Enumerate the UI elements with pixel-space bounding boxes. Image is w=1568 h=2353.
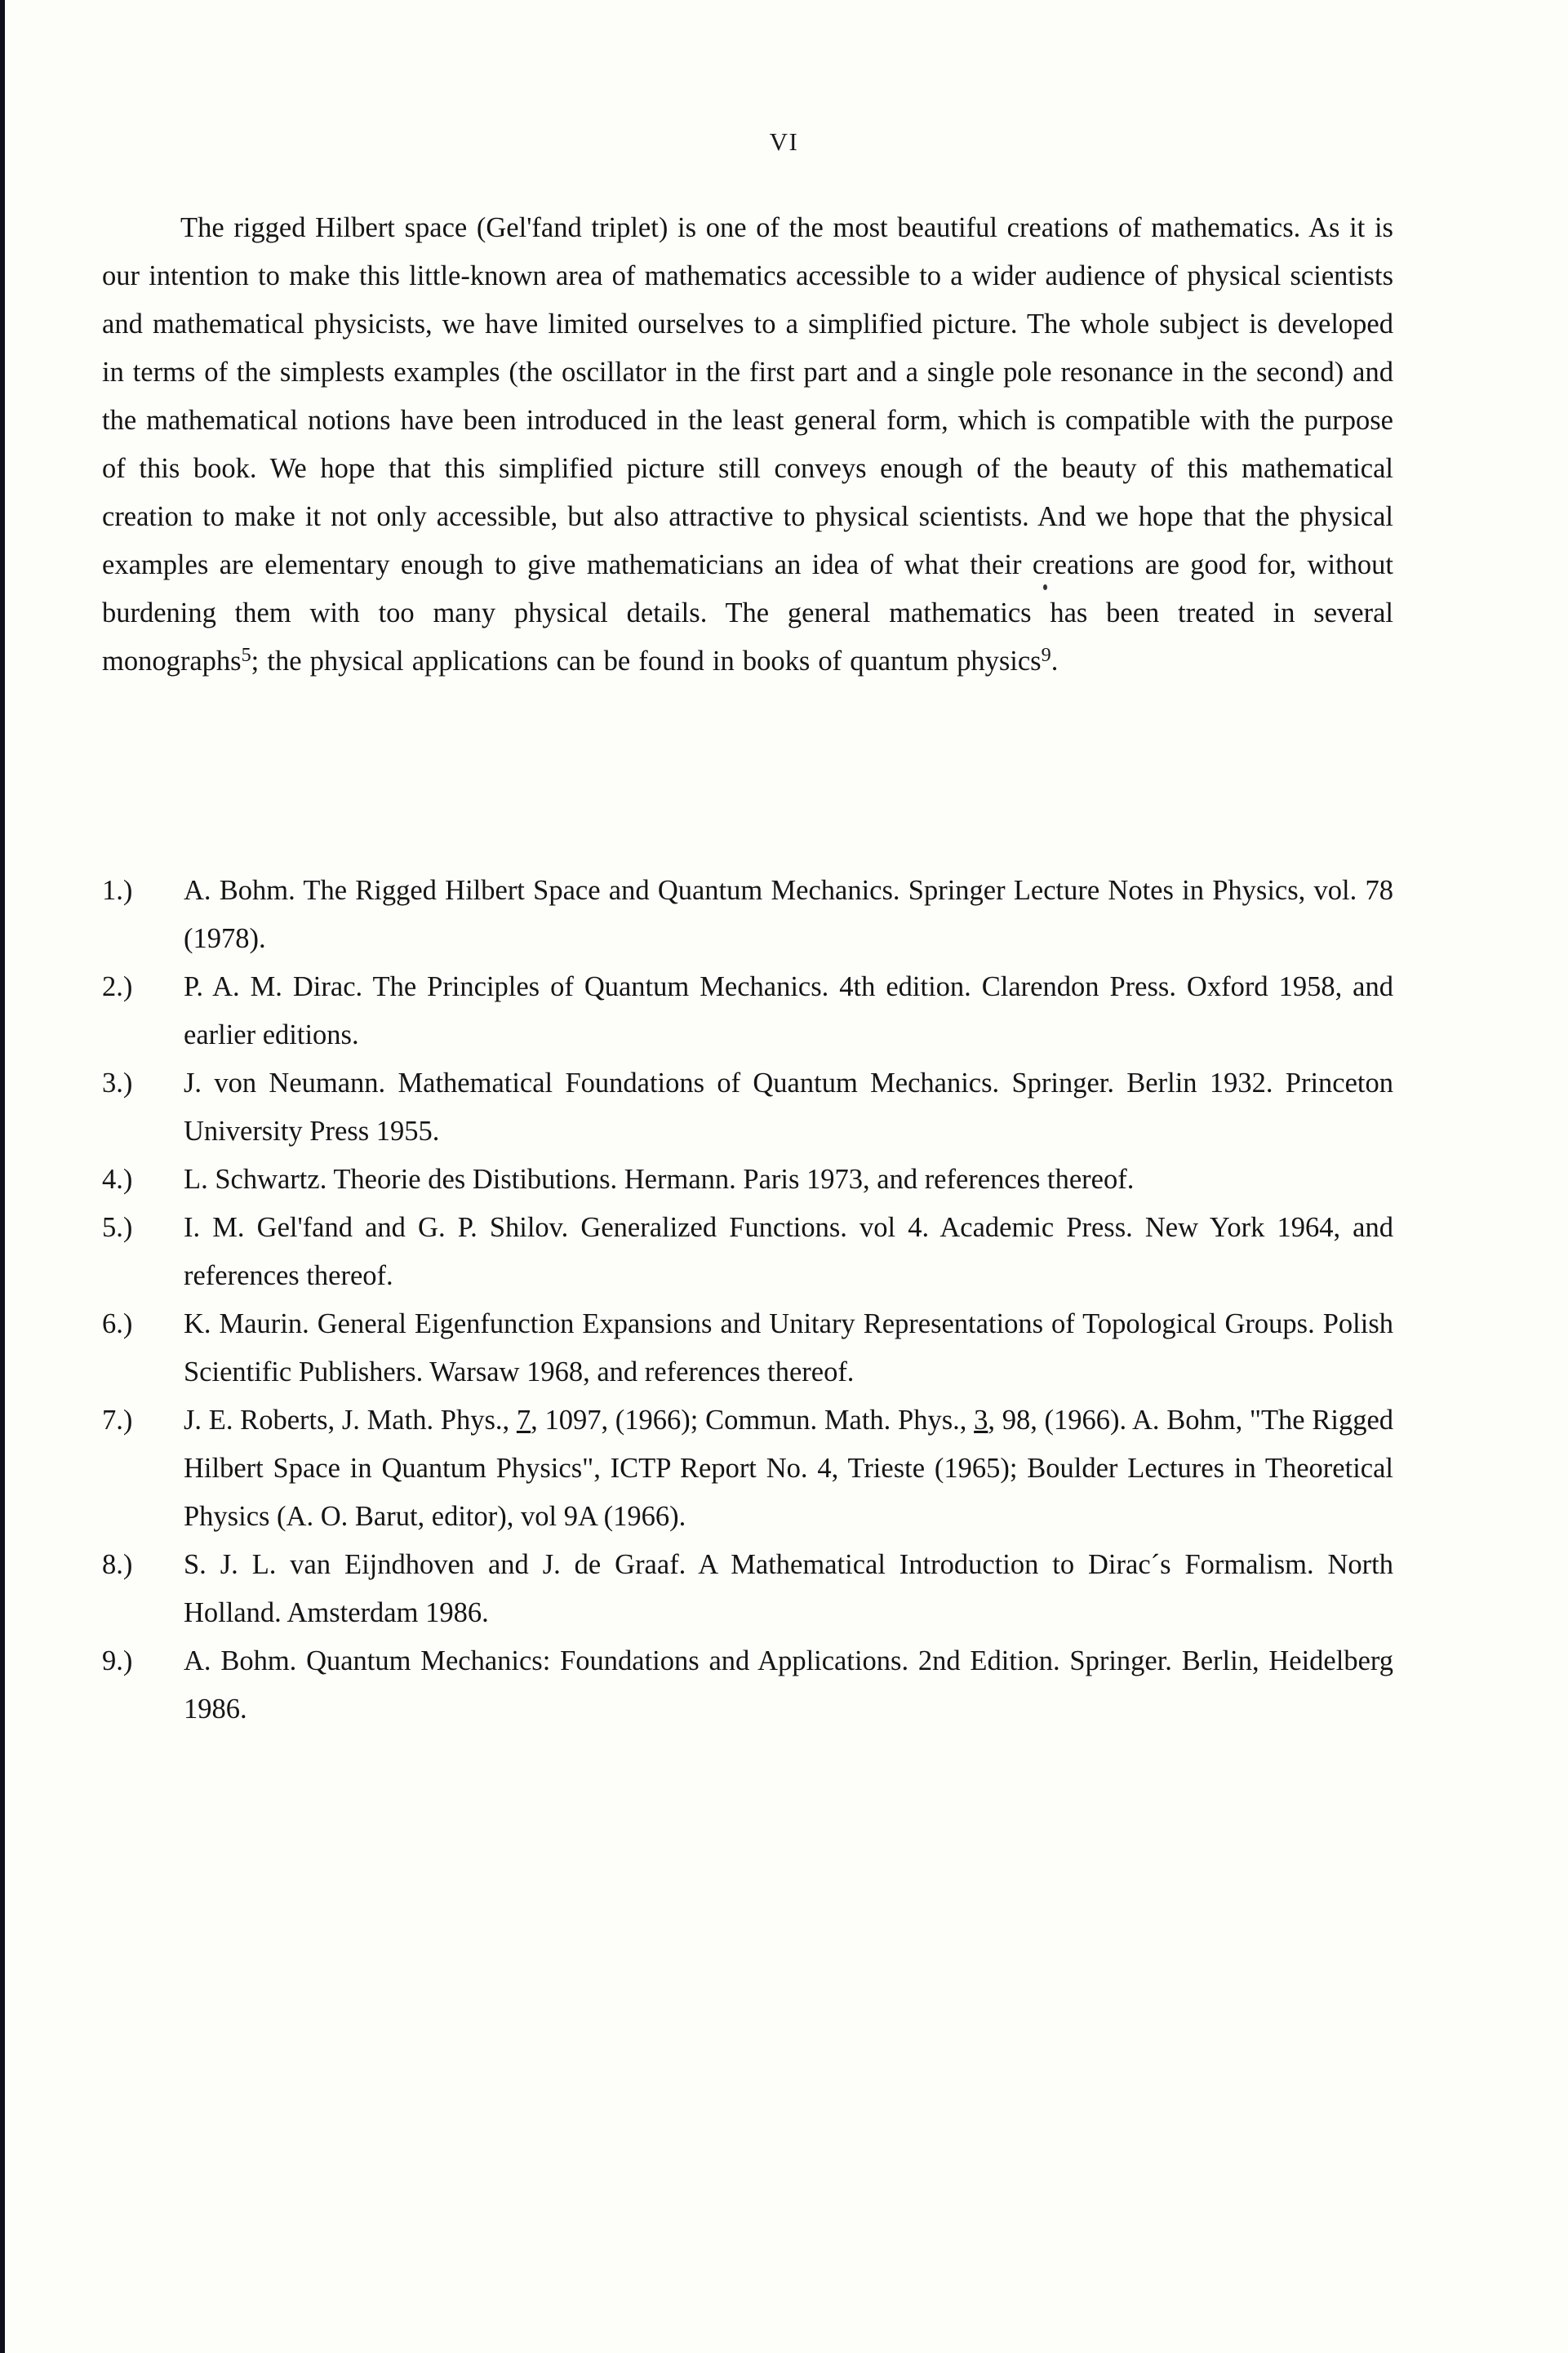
reference-text — [184, 1549, 1393, 1628]
reference-item — [102, 1300, 1393, 1396]
reference-list — [102, 867, 1393, 1734]
scan-artifact-dot — [1043, 584, 1047, 590]
journal-volume-underlined: 3 — [974, 1405, 988, 1436]
reference-number: 4.) — [102, 1164, 133, 1195]
text-segment: A. Bohm. The Rigged Hilbert Space and Quantum Mechanics. Springer Lecture Notes in Physics, vol. 78 (1978). — [184, 875, 1393, 954]
text-segment: L. Schwartz. Theorie des Distibutions. Hermann. Paris 1973, and references thereof. — [184, 1164, 1135, 1195]
reference-text — [184, 1212, 1393, 1291]
reference-number: 5.) — [102, 1212, 133, 1243]
reference-number: 9.) — [102, 1645, 133, 1676]
reference-text — [184, 1068, 1393, 1147]
text-segment: . — [1051, 646, 1059, 677]
reference-text — [184, 1308, 1393, 1387]
text-segment: J. E. Roberts, J. Math. Phys., — [184, 1405, 517, 1436]
reference-text — [184, 1645, 1393, 1725]
text-segment: S. J. L. van Eijndhoven and J. de Graaf. A Mathematical Introduction to Dirac´s Formalism. North Holland. Amsterdam 1986. — [184, 1549, 1393, 1628]
reference-text — [184, 1405, 1393, 1532]
text-segment: ; the physical applications can be found in books of quantum physics — [251, 646, 1042, 677]
reference-item — [102, 1156, 1393, 1204]
reference-number: 3.) — [102, 1068, 133, 1099]
reference-text — [184, 971, 1393, 1050]
text-segment: , 1097, (1966); Commun. Math. Phys., — [531, 1405, 975, 1436]
reference-number: 8.) — [102, 1549, 133, 1580]
page-number: VI — [769, 127, 799, 156]
reference-number: 1.) — [102, 875, 133, 906]
text-segment: K. Maurin. General Eigenfunction Expansions and Unitary Representations of Topological Groups. Polish Scientific Publishers. Warsaw 1968, and references thereof. — [184, 1308, 1393, 1387]
footnote-marker: 5 — [241, 644, 251, 667]
reference-number: 6.) — [102, 1308, 133, 1339]
intro-paragraph — [102, 204, 1393, 686]
text-segment: P. A. M. Dirac. The Principles of Quantum Mechanics. 4th edition. Clarendon Press. Oxford 1958, and earlier editions. — [184, 971, 1393, 1050]
reference-item — [102, 867, 1393, 963]
reference-item — [102, 1396, 1393, 1541]
footnote-marker: 9 — [1041, 644, 1051, 667]
scan-gutter-edge — [0, 0, 5, 2353]
reference-item — [102, 1059, 1393, 1156]
journal-volume-underlined: 7 — [516, 1405, 531, 1436]
reference-number: 2.) — [102, 971, 133, 1002]
reference-number: 7.) — [102, 1405, 133, 1436]
reference-item — [102, 1204, 1393, 1300]
text-segment: The rigged Hilbert space (Gel'fand triplet) is one of the most beautiful creations of mathematics. As it is our intention to make this little-known area of mathematics accessible to a wider audience of physical scientists and mathematical physicists, we have limited ourselves to a simplified picture. The whole subject is developed in terms of the simplests examples (the oscillator in the first part and a single pole resonance in the second) and the mathematical notions have been introduced in the least general form, which is compatible with the purpose of this book. We hope that this simplified picture still conveys enough of the beauty of this mathematical creation to make it not only accessible, but also attractive to physical scientists. And we hope that the physical examples are elementary enough to give mathematicians an idea of what their creations are good for, without burdening them with too many physical details. The general mathematics has been treated in several monographs — [102, 212, 1393, 677]
reference-item — [102, 963, 1393, 1059]
reference-item — [102, 1541, 1393, 1637]
reference-text — [184, 1164, 1134, 1195]
reference-text — [184, 875, 1393, 954]
reference-item — [102, 1637, 1393, 1734]
text-segment: J. von Neumann. Mathematical Foundations of Quantum Mechanics. Springer. Berlin 1932. Princeton University Press 1955. — [184, 1068, 1393, 1147]
text-segment: A. Bohm. Quantum Mechanics: Foundations and Applications. 2nd Edition. Springer. Berlin, Heidelberg 1986. — [184, 1645, 1393, 1725]
text-segment: , 98, (1966). A. Bohm, "The Rigged Hilbert Space in Quantum Physics", ICTP Report No. 4, Trieste (1965); Boulder Lectures in Theoretical Physics (A. O. Barut, editor), vol 9A (1966). — [184, 1405, 1394, 1532]
text-segment: I. M. Gel'fand and G. P. Shilov. Generalized Functions. vol 4. Academic Press. New York 1964, and references thereof. — [184, 1212, 1393, 1291]
